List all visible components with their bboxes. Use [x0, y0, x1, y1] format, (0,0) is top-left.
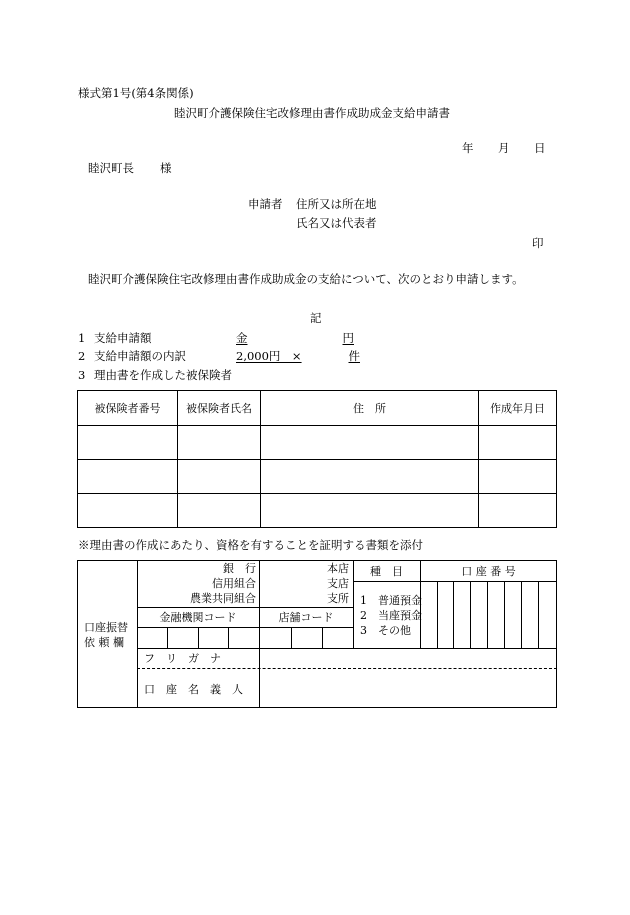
cell-insured-name[interactable]	[178, 460, 261, 494]
divider	[453, 581, 454, 648]
item-1-value	[236, 333, 354, 345]
divider	[198, 627, 199, 648]
divider	[437, 581, 438, 648]
date-month-label: 月	[498, 141, 510, 155]
cell-creation-date[interactable]	[479, 494, 557, 528]
bank-section-label-1: 口座振替	[84, 621, 128, 634]
divider	[137, 648, 557, 649]
item-3-number: 3	[78, 368, 86, 382]
item-2-prefix: 2,000円 ×	[236, 349, 302, 363]
divider	[291, 627, 292, 648]
cell-address[interactable]	[261, 460, 479, 494]
divider	[470, 581, 471, 648]
item-1-suffix: 円	[342, 331, 354, 345]
item-1-number: 1	[78, 331, 86, 345]
account-holder-label: 口 座 名 義 人	[144, 683, 243, 696]
header-insured-number: 被保険者番号	[78, 391, 178, 426]
bank-type-credit-union: 信用組合	[212, 577, 256, 590]
bank-type-bank: 銀 行	[223, 562, 256, 575]
attachment-note: ※理由書の作成にあたり、資格を有することを証明する書類を添付	[78, 538, 423, 552]
cell-address[interactable]	[261, 494, 479, 528]
addressee-name: 睦沢町長	[88, 161, 134, 175]
recipients-table	[77, 390, 557, 528]
bank-type-agri-coop: 農業共同組合	[190, 592, 256, 605]
seal-mark: 印	[532, 236, 544, 250]
item-3-label: 理由書を作成した被保険者	[94, 368, 232, 382]
bank-section-label-2: 依 頼 欄	[84, 636, 124, 649]
branch-code-label: 店舗コード	[278, 611, 334, 624]
cell-insured-number[interactable]	[78, 460, 178, 494]
divider	[322, 627, 323, 648]
divider	[167, 627, 168, 648]
cell-insured-number[interactable]	[78, 426, 178, 460]
cell-insured-name[interactable]	[178, 494, 261, 528]
branch-type-branch: 支店	[327, 577, 349, 590]
table-row	[78, 426, 557, 460]
divider	[353, 581, 557, 582]
header-creation-date: 作成年月日	[479, 391, 557, 426]
date-day-label: 日	[534, 141, 546, 155]
divider	[137, 627, 353, 628]
table-row	[78, 460, 557, 494]
header-insured-name: 被保険者氏名	[178, 391, 261, 426]
account-type-header: 種 目	[370, 565, 403, 578]
branch-type-office: 支所	[327, 592, 349, 605]
divider	[137, 607, 353, 608]
account-number-header: 口 座 番 号	[461, 565, 516, 578]
item-2-number: 2	[78, 349, 86, 363]
item-2-value	[236, 351, 360, 363]
item-1-prefix: 金	[236, 331, 248, 345]
cell-insured-name[interactable]	[178, 426, 261, 460]
divider	[137, 560, 138, 708]
divider	[487, 581, 488, 648]
cell-insured-number[interactable]	[78, 494, 178, 528]
account-type-current: 2 当座預金	[360, 609, 422, 622]
application-statement: 睦沢町介護保険住宅改修理由書作成助成金の支給について、次のとおり申請します。	[88, 272, 524, 286]
branch-type-main: 本店	[327, 562, 349, 575]
applicant-address-label: 住所又は所在地	[296, 197, 377, 211]
divider	[538, 581, 539, 648]
table-row	[78, 494, 557, 528]
table-header-row	[78, 391, 557, 426]
date-year-label: 年	[462, 141, 474, 155]
divider	[259, 560, 260, 708]
item-2-suffix: 件	[348, 349, 360, 363]
account-type-ordinary: 1 普通預金	[360, 594, 422, 607]
applicant-name-label: 氏名又は代表者	[296, 216, 377, 230]
item-2-label: 支給申請額の内訳	[94, 349, 186, 363]
cell-creation-date[interactable]	[479, 460, 557, 494]
form-number: 様式第1号(第4条関係)	[78, 86, 194, 100]
institution-code-label: 金融機関コード	[159, 611, 237, 624]
furigana-label: フ リ ガ ナ	[144, 652, 221, 665]
form-title: 睦沢町介護保険住宅改修理由書作成助成金支給申請書	[174, 106, 450, 120]
ki-heading: 記	[310, 311, 322, 325]
divider	[504, 581, 505, 648]
divider	[521, 581, 522, 648]
item-1-label: 支給申請額	[94, 331, 152, 345]
divider	[137, 668, 557, 669]
account-type-other: 3 その他	[360, 624, 411, 637]
cell-address[interactable]	[261, 426, 479, 460]
addressee-honorific: 様	[160, 161, 172, 175]
cell-creation-date[interactable]	[479, 426, 557, 460]
divider	[228, 627, 229, 648]
applicant-label: 申請者	[248, 197, 283, 211]
header-address: 住 所	[261, 391, 479, 426]
